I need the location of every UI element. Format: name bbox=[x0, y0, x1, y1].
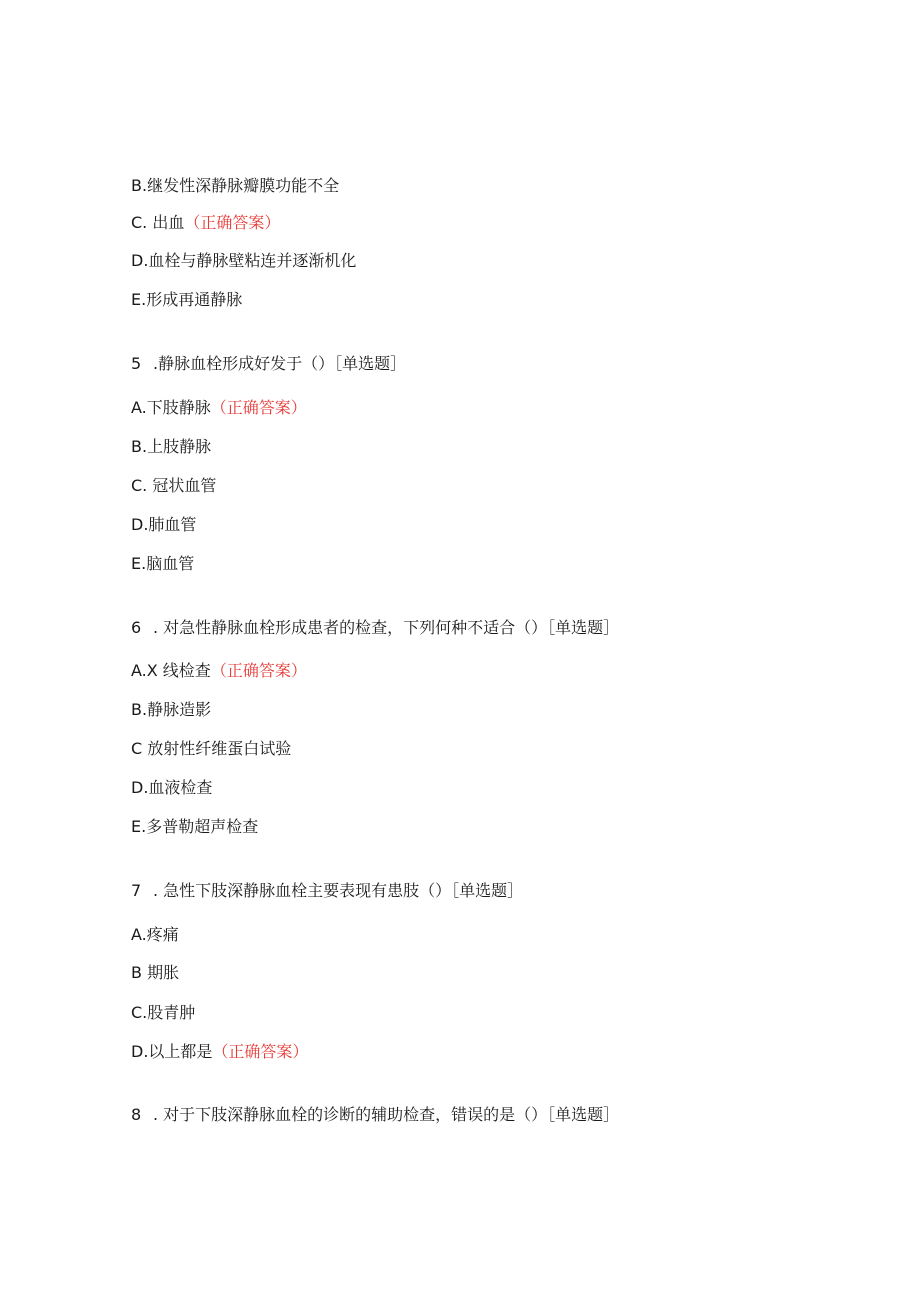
q4-option-c bbox=[131, 212, 280, 234]
option-text: A.下肢静脉 bbox=[131, 398, 211, 417]
option-text: B.继发性深静脉瓣膜功能不全 bbox=[131, 176, 340, 195]
option-text: B.上肢静脉 bbox=[131, 437, 212, 456]
correct-answer-mark: （正确答案） bbox=[212, 1042, 309, 1061]
q8-stem bbox=[131, 1104, 619, 1126]
q6-stem bbox=[131, 617, 619, 639]
correct-answer-mark: （正确答案） bbox=[210, 398, 307, 417]
q5-option-a bbox=[131, 397, 307, 419]
option-text: A.疼痛 bbox=[131, 925, 179, 944]
q5-option-b bbox=[131, 436, 211, 458]
q6-option-b bbox=[131, 699, 211, 721]
q6-option-e bbox=[131, 816, 258, 838]
option-text: D.血栓与静脉壁粘连并逐渐机化 bbox=[131, 251, 357, 270]
option-text: D.血液检查 bbox=[131, 778, 213, 797]
q5-option-d bbox=[131, 514, 196, 536]
option-text: C.股青肿 bbox=[131, 1003, 196, 1022]
q7-option-c bbox=[131, 1002, 195, 1024]
option-text: B 期胀 bbox=[131, 963, 180, 982]
option-text: D.以上都是 bbox=[131, 1042, 213, 1061]
option-text: A.X 线检查 bbox=[131, 661, 211, 680]
question-number: 6 bbox=[131, 618, 142, 637]
q7-option-b bbox=[131, 962, 179, 984]
q4-option-b bbox=[131, 175, 339, 197]
option-text: B.静脉造影 bbox=[131, 700, 212, 719]
q5-option-e bbox=[131, 553, 194, 575]
q4-option-e bbox=[131, 289, 242, 311]
option-text: C 放射性纤维蛋白试验 bbox=[131, 739, 292, 758]
q5-stem bbox=[131, 353, 406, 375]
question-number: 8 bbox=[131, 1105, 142, 1124]
option-text: E.脑血管 bbox=[131, 554, 195, 573]
option-text: E.多普勒超声检查 bbox=[131, 817, 259, 836]
q7-option-a bbox=[131, 924, 179, 946]
option-text: E.形成再通静脉 bbox=[131, 290, 243, 309]
correct-answer-mark: （正确答案） bbox=[210, 661, 307, 680]
q6-option-a bbox=[131, 660, 307, 682]
question-text: . 对急性静脉血栓形成患者的检查，下列何种不适合（）［单选题］ bbox=[153, 618, 620, 637]
question-text: .静脉血栓形成好发于（）［单选题］ bbox=[153, 354, 407, 373]
q6-option-c bbox=[131, 738, 291, 760]
question-text: . 急性下肢深静脉血栓主要表现有患肢（）［单选题］ bbox=[153, 881, 524, 900]
question-number: 7 bbox=[131, 881, 142, 900]
question-text: . 对于下肢深静脉血栓的诊断的辅助检查，错误的是（）［单选题］ bbox=[153, 1105, 620, 1124]
q6-option-d bbox=[131, 777, 212, 799]
q7-option-d bbox=[131, 1041, 308, 1063]
correct-answer-mark: （正确答案） bbox=[184, 213, 281, 232]
option-text: C. 冠状血管 bbox=[131, 476, 217, 495]
question-number: 5 bbox=[131, 354, 142, 373]
q4-option-d bbox=[131, 250, 356, 272]
option-text: D.肺血管 bbox=[131, 515, 197, 534]
option-text: C. 出血 bbox=[131, 213, 185, 232]
q7-stem bbox=[131, 880, 523, 902]
q5-option-c bbox=[131, 475, 216, 497]
